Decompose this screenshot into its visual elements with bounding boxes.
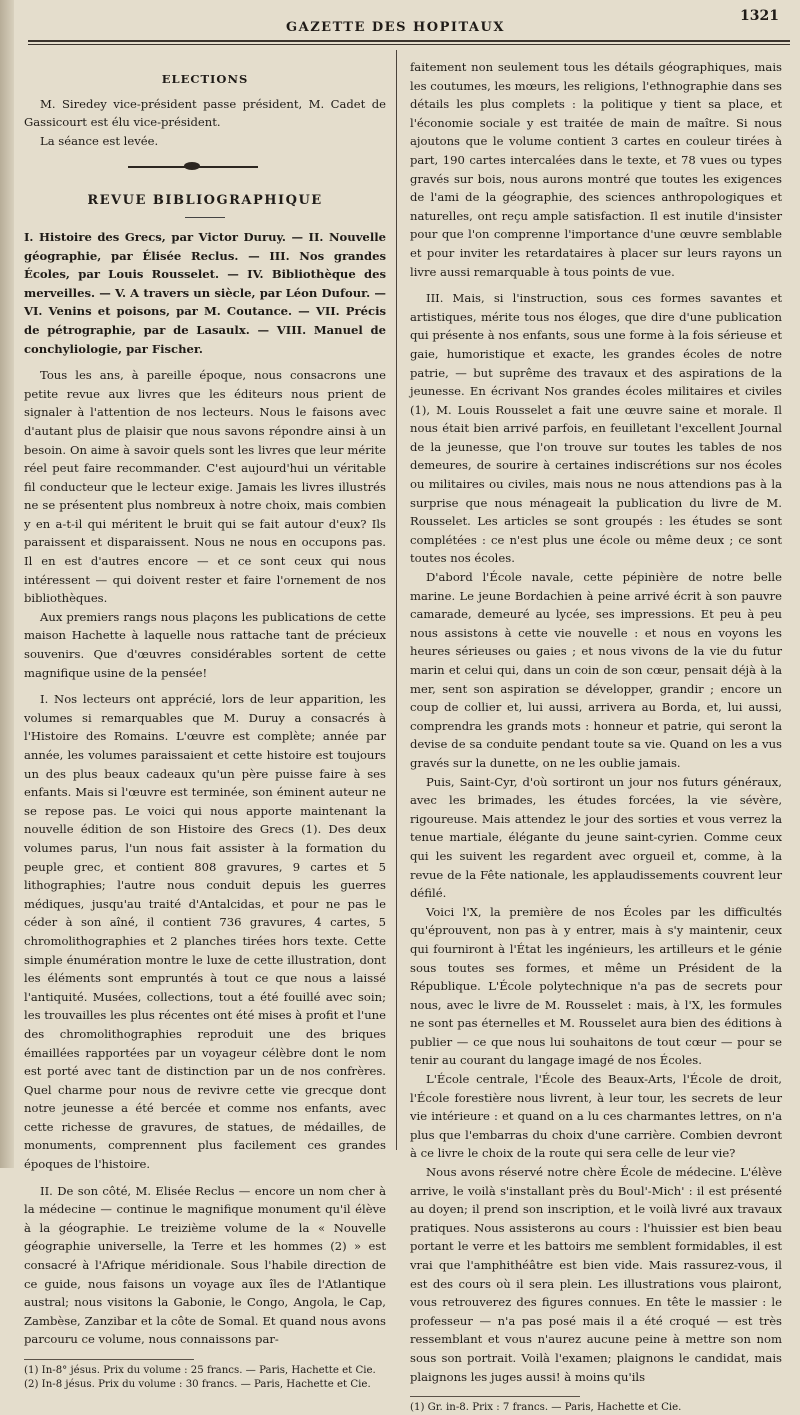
paragraph: Puis, Saint-Cyr, d'où sortiront un jour nos futurs généraux, avec les brimades, les études forcées, la vie sévère, rigoureuse. Mais attendez le jour des sorties et vous verrez la tenue martiale, élégante du jeune saint-cyrien. Comme ceux qui les suivent les regardent avec orgueil et, comme, à la revue de la Fête nationale, les applaudissements couvrent leur défilé. xyxy=(410,774,782,901)
header-rule xyxy=(28,40,790,42)
seance-text: La séance est levée. xyxy=(40,133,159,148)
paragraph: L'École centrale, l'École des Beaux-Arts, l'École de droit, l'École forestière nous livrent, à leur tour, les secrets de leur vie intérieure : et quand on a lu ces charmantes lettres, on n'a plus que l'embarras du choix d'une carrière. Combien devront à ce livre le choix de la route qui sera celle de leur vie? xyxy=(410,1072,782,1161)
paragraph: D'abord l'École navale, cette pépinière de notre belle marine. Le jeune Bordachien à peine arrivé écrit à son pauvre camarade, demeuré au lycée, ses impressions. Et peu à peu nous assistons à cette vie nouvelle : et nous en voyons les heures sérieuses ou gaies ; et nous vivons de la vie du futur marin et celui qui, dans un coin de son cœur, pensait déjà à la mer, sent son aspiration se développer, grandir ; encore un coup de collier et, lui aussi, arrivera au Borda, et, lui aussi, comprendra les grands mots : honneur et patrie, qui seront la devise de sa conduite pendant toute sa vie. Quand on les a vus gravés sur la dunette, on ne les oublie jamais. xyxy=(410,570,782,770)
column-divider xyxy=(396,50,397,1150)
footnotes xyxy=(24,1359,376,1392)
elections-text: M. Siredey vice-président passe président, M. Cadet de Gassicourt est élu vice-président. xyxy=(24,96,386,130)
elections-heading: ELECTIONS xyxy=(161,72,249,86)
left-column xyxy=(24,66,386,1392)
header-rule-thin xyxy=(28,44,790,45)
page-number: 1321 xyxy=(740,8,779,24)
footnote: (1) In-8° jésus. Prix du volume : 25 francs. — Paris, Hachette et Cie. xyxy=(24,1365,376,1376)
contents-summary: I. Histoire des Grecs, par Victor Duruy. — II. Nouvelle géographie, par Élisée Reclus. — III. Nos grandes Écoles, par Louis Rousselet. — IV. Bibliothèque des merveilles. — V. A travers un siècle, par Léon Dufour. — VI. Venins et poisons, par M. Coutance. — VII. Précis de pétrographie, par de Lasaulx. — VIII. Manuel de conchyliologie, par Fischer. xyxy=(24,229,386,356)
paragraph: faitement non seulement tous les détails géographiques, mais les coutumes, les mœurs, les religions, l'ethnographie dans ses détails les plus complets : la politique y tient sa place, et l'économie sociale y est traitée de main de maître. Si nous ajoutons que le volume contient 3 cartes en couleur tirées à part, 190 cartes intercalées dans le texte, et 78 vues ou types gravés sur bois, nous aurons montré que toutes les exigences de l'ami de la géographie, des sciences anthropologiques et naturelles, ont reçu ample satisfaction. Il est inutile d'insister pour que l'on comprenne l'importance d'une œuvre semblable et pour inviter les retardataires à placer sur leurs rayons un livre aussi remarquable à tous points de vue. xyxy=(410,60,782,279)
spacer xyxy=(24,682,386,690)
paragraph: Aux premiers rangs nous plaçons les publications de cette maison Hachette à laquelle nous rattache tant de précieux souvenirs. Que d'œuvres considérables sortent de cette magnifique usine de la pensée! xyxy=(24,609,386,680)
footnote: (1) Gr. in-8. Prix : 7 francs. — Paris, Hachette et Cie. xyxy=(410,1402,682,1414)
small-rule xyxy=(185,217,225,218)
revue-heading: REVUE BIBLIOGRAPHIQUE xyxy=(87,193,323,209)
page-binding-edge xyxy=(0,0,14,1168)
footnote: (2) In-8 jésus. Prix du volume : 30 francs. — Paris, Hachette et Cie. xyxy=(24,1379,371,1390)
spacer xyxy=(24,1174,386,1182)
paragraph: III. Mais, si l'instruction, sous ces formes savantes et artistiques, mérite tous nos éloges, que dire d'une publication qui présente à nos enfants, sous une forme à la fois sérieuse et gaie, humoristique et exacte, les grandes écoles de notre patrie, — but suprême des travaux et des aspirations de la jeunesse. En écrivant Nos grandes écoles militaires et civiles (1), M. Louis Rousselet a fait une œuvre saine et morale. Il nous était bien arrivé parfois, en feuilletant l'excellent Journal de la jeunesse, que l'on trouve sur toutes les tables de nos demeures, de sourire à certaines indiscrétions sur nos écoles ou militaires ou civiles, mais nous ne nous attendions pas à la surprise que nous ménageait la publication du livre de M. Rousselet. Les articles se sont groupés : les études se sont complétées : ce n'est plus une école ou même deux ; ce sont toutes nos écoles. xyxy=(410,291,782,566)
paragraph: II. De son côté, M. Elisée Reclus — encore un nom cher à la médecine — continue le magnifique monument qu'il élève à la géographie. Le treizième volume de la « Nouvelle géographie universelle, la Terre et les hommes (2) » est consacré à l'Afrique méridionale. Sous l'habile direction de ce guide, nous faisons un voyage aux îles de l'Atlantique austral; nous visitons la Gabonie, le Congo, Angola, le Cap, Zambèse, Zanzibar et la côte de Somal. Et quand nous avons parcouru ce volume, nous connaissons par- xyxy=(24,1183,386,1347)
paragraph: I. Nos lecteurs ont apprécié, lors de leur apparition, les volumes si remarquables que M. Duruy a consacrés à l'Histoire des Romains. L'œuvre est complète; année par année, les volumes paraissaient et cette histoire est toujours un des plus beaux cadeaux qu'un père puisse faire à ses enfants. Mais si l'œuvre est terminée, son éminent auteur ne se repose pas. Le voici qui nous apporte maintenant la nouvelle édition de son Histoire des Grecs (1). Des deux volumes parus, l'un nous fait assister à la formation du peuple grec, et contient 808 gravures, 9 cartes et 5 lithographies; l'autre nous conduit depuis les guerres médiques, jusqu'au traité d'Antalcidas, et pour ne pas le céder à son aîné, il contient 736 gravures, 4 cartes, 5 chromolithographies et 2 planches tirées hors texte. Cette simple énumération montre le luxe de cette illustration, dont les éléments sont empruntés à tout ce que nous a laissé l'antiquité. Musées, collections, tout a été fouillé avec soin; les trouvailles les plus récentes ont été mises à profit et l'une des chromolithographies reproduit une des briques émaillées rapportées par un voyageur célèbre dont le nom est porté avec tant de distinction par un de nos confrères. Quel charme pour nous de revivre cette vie grecque dont notre jeunesse a été bercée et comme nos enfants, avec cette richesse de gravures, de statues, de médailles, de monuments, comprennent plus facilement ces grandes époques de l'histoire. xyxy=(24,692,386,1172)
spacer xyxy=(24,358,386,366)
footnotes xyxy=(410,1396,682,1415)
section-ornament xyxy=(24,160,386,174)
spacer xyxy=(410,281,782,289)
paragraph: Nous avons réservé notre chère École de médecine. L'élève arrive, le voilà s'installant près du Boul'-Mich' : il est présenté au doyen; il prend son inscription, et le voilà livré aux travaux pratiques. Nous assisterons au cours : l'huissier est bien beau portant le verre et les battoirs me semblent formidables, il est vrai que l'amphithéâtre est bien vide. Mais rassurez-vous, il est des cours où il sera plein. Les illustrations vous plairont, vous retrouverez des figures connues. En tête le massier : le professeur — n'a pas posé mais il a été croqué — est très ressemblant et vous n'aurez aucune peine à mettre son nom sous son portrait. Voilà l'examen; plaignons le candidat, mais plaignons les juges aussi! à moins qu'ils xyxy=(410,1165,782,1384)
paragraph: Tous les ans, à pareille époque, nous consacrons une petite revue aux livres que les éditeurs nous prient de signaler à l'attention de nos lecteurs. Nous le faisons avec d'autant plus de plaisir que nous savons répondre ainsi à un besoin. On aime à savoir quels sont les livres que leur mérite réel peut faire recommander. C'est aujourd'hui un véritable fil conducteur que le lecteur exige. Jamais les livres illustrés ne se présentent plus nombreux à notre choix, mais combien y en a-t-il qui méritent le bruit qui se fait autour d'eux? Ils paraissent et disparaissent. Nous ne nous en occupons pas. Il en est d'autres encore — et ce sont ceux qui nous intéressent — qui doivent rester et faire l'ornement de nos bibliothèques. xyxy=(24,368,386,606)
page-header-title: GAZETTE DES HOPITAUX xyxy=(286,20,505,35)
ornament-dot xyxy=(184,162,200,170)
paragraph: Voici l'X, la première de nos Écoles par les difficultés qu'éprouvent, non pas à y entrer, mais à s'y maintenir, ceux qui fourniront à l'État les ingénieurs, les artilleurs et le génie sous toutes ses formes, et même un Président de la République. L'École polytechnique n'a pas de secrets pour nous, avec le livre de M. Rousselet : mais, à l'X, les formules ne sont pas éternelles et M. Rousselet aura bien des éditions à publier — ce que nous lui souhaitons de tout cœur — pour se tenir au courant du langage imagé de nos Écoles. xyxy=(410,904,782,1068)
right-column xyxy=(410,58,782,1415)
